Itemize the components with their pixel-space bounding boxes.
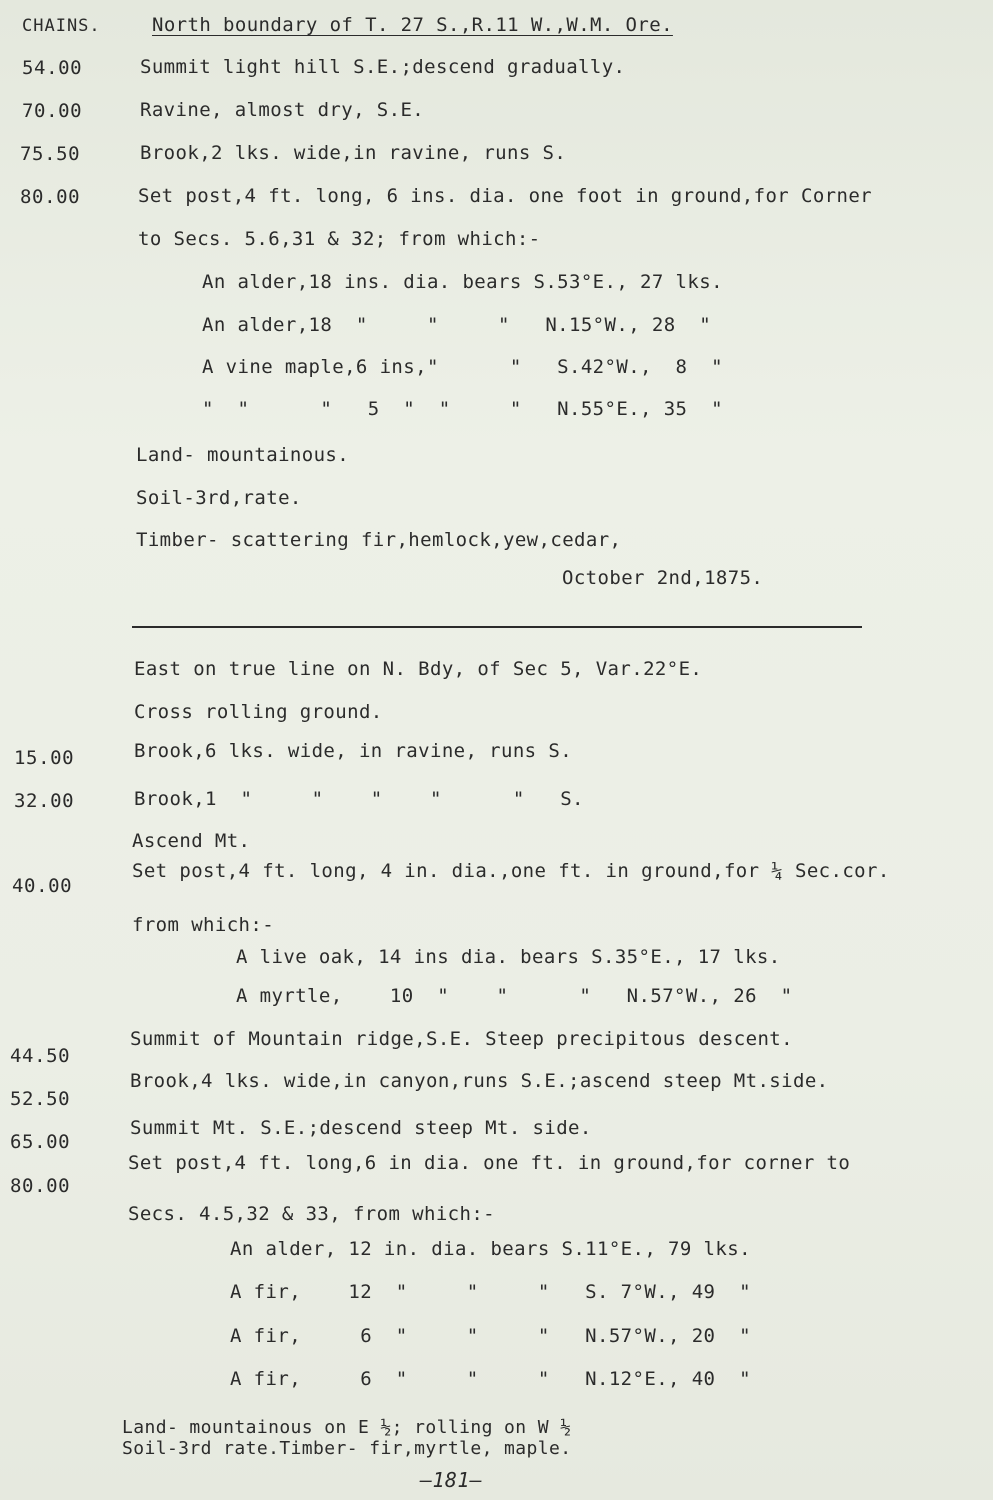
bearing-tree: A fir, 12 " " " S. 7°W., 49 " bbox=[230, 1281, 751, 1303]
chain-value: 65.00 bbox=[10, 1131, 71, 1153]
bearing-tree: A live oak, 14 ins dia. bears S.35°E., 17 lks. bbox=[236, 946, 781, 968]
page-title: North boundary of T. 27 S.,R.11 W.,W.M. Ore. bbox=[152, 14, 673, 36]
chain-value: 52.50 bbox=[10, 1088, 71, 1110]
entry-text: Summit of Mountain ridge,S.E. Steep precipitous descent. bbox=[130, 1028, 793, 1050]
chain-value: 70.00 bbox=[22, 100, 83, 122]
land-description: Land- mountainous. bbox=[136, 444, 350, 466]
chain-value: 15.00 bbox=[14, 747, 75, 769]
chain-value: 80.00 bbox=[10, 1175, 71, 1197]
bearing-tree: A fir, 6 " " " N.57°W., 20 " bbox=[230, 1325, 751, 1347]
entry-text: Summit Mt. S.E.;descend steep Mt. side. bbox=[130, 1117, 592, 1139]
entry-text: Brook,6 lks. wide, in ravine, runs S. bbox=[134, 740, 573, 762]
entry-continuation: from which:- bbox=[132, 914, 275, 936]
chain-value: 44.50 bbox=[10, 1045, 71, 1067]
soil-timber-description: Soil-3rd rate.Timber- fir,myrtle, maple. bbox=[122, 1438, 572, 1459]
bearing-tree: A vine maple,6 ins," " S.42°W., 8 " bbox=[202, 356, 723, 378]
chains-column-header: CHAINS. bbox=[22, 16, 101, 36]
entry-text: Brook,2 lks. wide,in ravine, runs S. bbox=[140, 142, 567, 164]
chain-value: 80.00 bbox=[20, 186, 81, 208]
bearing-tree: An alder,18 " " " N.15°W., 28 " bbox=[202, 314, 712, 336]
bearing-tree: " " " 5 " " " N.55°E., 35 " bbox=[202, 398, 723, 420]
bearing-tree: An alder,18 ins. dia. bears S.53°E., 27 lks. bbox=[202, 271, 723, 293]
page-number: —181— bbox=[420, 1468, 483, 1492]
timber-description: Timber- scattering fir,hemlock,yew,cedar, bbox=[136, 529, 622, 551]
entry-text: Brook,4 lks. wide,in canyon,runs S.E.;ascend steep Mt.side. bbox=[130, 1070, 829, 1092]
entry-text: Ravine, almost dry, S.E. bbox=[140, 99, 425, 121]
land-description: Land- mountainous on E ½; rolling on W ½ bbox=[122, 1417, 572, 1438]
entry-text: Set post,4 ft. long,6 in dia. one ft. in ground,for corner to bbox=[128, 1152, 851, 1174]
chain-value: 32.00 bbox=[14, 790, 75, 812]
entry-continuation: to Secs. 5.6,31 & 32; from which:- bbox=[138, 228, 541, 250]
chain-value: 54.00 bbox=[22, 57, 83, 79]
soil-description: Soil-3rd,rate. bbox=[136, 487, 302, 509]
entry-continuation: Secs. 4.5,32 & 33, from which:- bbox=[128, 1203, 496, 1225]
entry-text: Brook,1 " " " " " S. bbox=[134, 788, 584, 810]
bearing-tree: A fir, 6 " " " N.12°E., 40 " bbox=[230, 1368, 751, 1390]
section-divider bbox=[132, 626, 862, 628]
chain-value: 75.50 bbox=[20, 143, 81, 165]
entry-date: October 2nd,1875. bbox=[562, 567, 764, 589]
line-description: East on true line on N. Bdy, of Sec 5, Var.22°E. bbox=[134, 658, 703, 680]
terrain-note: Cross rolling ground. bbox=[134, 701, 383, 723]
entry-text: Set post,4 ft. long, 4 in. dia.,one ft. in ground,for ¼ Sec.cor. bbox=[132, 860, 890, 882]
terrain-note: Ascend Mt. bbox=[132, 830, 251, 852]
bearing-tree: A myrtle, 10 " " " N.57°W., 26 " bbox=[236, 985, 793, 1007]
chain-value: 40.00 bbox=[12, 875, 73, 897]
entry-text: Summit light hill S.E.;descend gradually. bbox=[140, 56, 626, 78]
bearing-tree: An alder, 12 in. dia. bears S.11°E., 79 lks. bbox=[230, 1238, 751, 1260]
entry-text: Set post,4 ft. long, 6 ins. dia. one foot in ground,for Corner bbox=[138, 185, 873, 207]
